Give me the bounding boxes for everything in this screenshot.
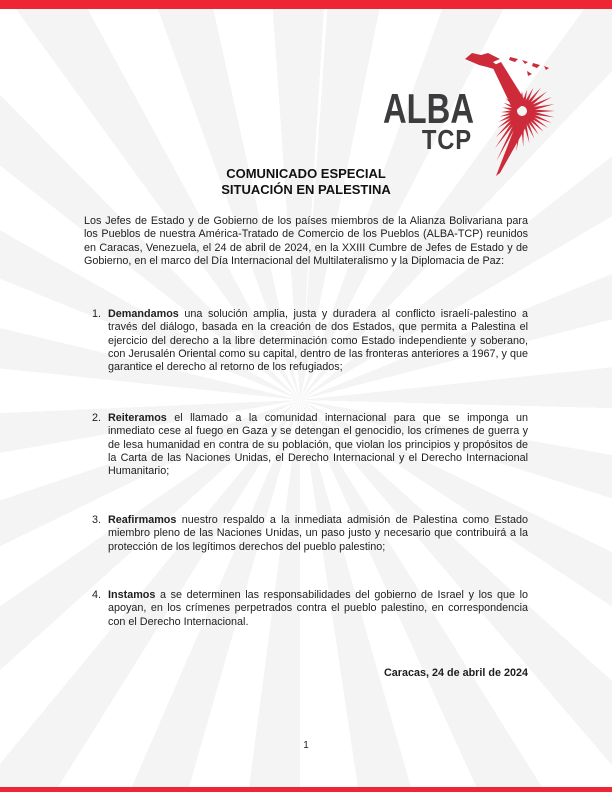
alba-tcp-logo [360, 40, 560, 180]
alba-wordmark: ALBA [383, 85, 474, 132]
list-item-lead: Reiteramos [108, 412, 167, 424]
list-item-number: 1. [92, 308, 102, 320]
list-item-2 [84, 412, 528, 479]
list-item-text: a se determinen las responsabilidades del gobierno de Israel y los que lo apoyan, en los crímenes perpetrados contra el pueblo palestino, en correspondencia con el Derecho Internacional. [108, 589, 528, 628]
list-item-number: 4. [92, 589, 102, 601]
list-item-number: 3. [92, 514, 102, 526]
page-number: 1 [303, 740, 309, 751]
tcp-wordmark: TCP [421, 124, 472, 155]
list-item-text: una solución amplia, justa y duradera al conflicto israelí-palestino a través del diálogo, basada en la creación de dos Estados, que permita a Palestina el ejercicio del derecho a la libre determinación como Estado independiente y soberano, con Jerusalén Oriental como su capital, dentro de las fronteras anteriores a 1967, y que garantice el derecho al retorno de los refugiados; [108, 308, 528, 374]
title-line-2: SITUACIÓN EN PALESTINA [221, 181, 391, 197]
dateline: Caracas, 24 de abril de 2024 [383, 667, 528, 679]
intro-paragraph: Los Jefes de Estado y de Gobierno de los países miembros de la Alianza Bolivariana para los Pueblos de nuestra América-Tratado de Comercio de los Pueblos (ALBA-TCP) reunidos en Caracas, Venezuela, el 24 de abril de 2024, en la XXIII Cumbre de Jefes de Estado y de Gobierno, en el marco del Día Internacional del Multilateralismo y la Diplomacia de Paz: [84, 215, 528, 268]
bottom-red-bar [0, 787, 612, 792]
list-item-3 [84, 514, 528, 554]
list-item-number: 2. [92, 412, 102, 424]
list-item-1 [84, 308, 528, 375]
top-red-bar [0, 0, 612, 9]
document-title [84, 166, 528, 197]
list-item-lead: Demandamos [108, 308, 179, 320]
title-line-1: COMUNICADO ESPECIAL [226, 166, 386, 181]
list-item-text: el llamado a la comunidad internacional para que se imponga un inmediato cese al fuego en Gaza y se detengan el genocidio, los crímenes de guerra y de lesa humanidad en contra de su población, que violan los principios y propósitos de la Carta de las Naciones Unidas, el Derecho Internacional y el Derecho Internacional Humanitario; [108, 412, 528, 478]
americas-sunburst-icon [448, 44, 558, 180]
list-item-text: nuestro respaldo a la inmediata admisión de Palestina como Estado miembro pleno de las Naciones Unidas, un paso justo y necesario que contribuirá a la protección de los legítimos derechos del pueblo palestino; [108, 514, 528, 553]
list-item-lead: Instamos [108, 589, 156, 601]
list-item-lead: Reafirmamos [108, 514, 177, 526]
list-item-4 [84, 589, 528, 629]
